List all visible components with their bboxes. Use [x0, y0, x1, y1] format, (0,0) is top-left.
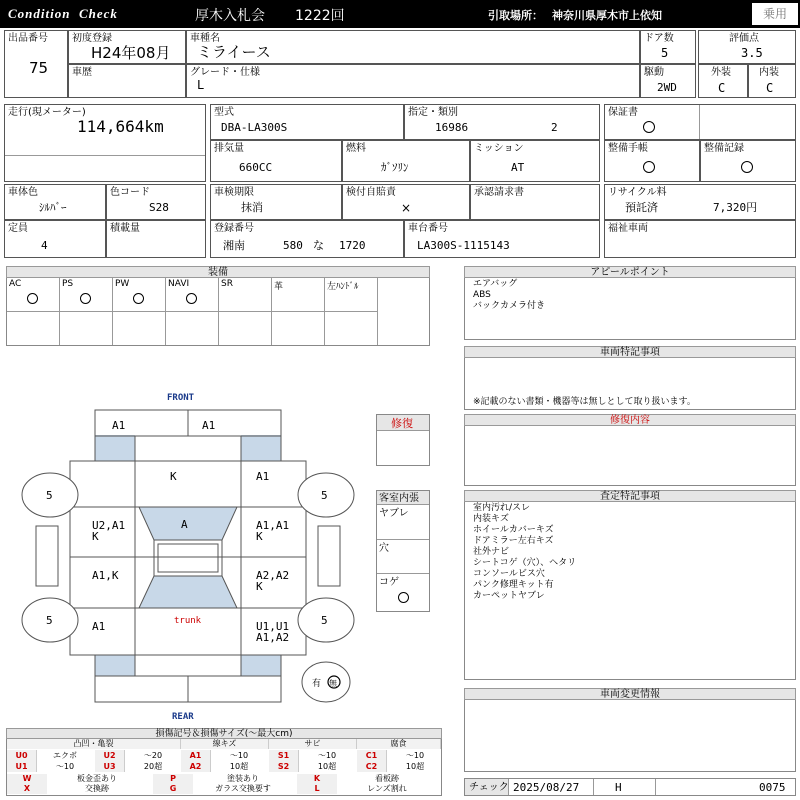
change-info-title — [464, 688, 796, 700]
reg-number-label: 登録番号 — [214, 223, 254, 234]
pickup-location: 神奈川県厚木市上依知 — [552, 9, 662, 22]
model-value: DBA-LA300S — [221, 121, 288, 134]
check-label: チェック — [469, 782, 509, 793]
legend-code: S2 — [269, 761, 299, 772]
appeal-line: バックカメラ付き — [473, 301, 546, 311]
interior-box — [748, 64, 796, 98]
legend-bottom-code: K — [297, 774, 337, 784]
equipment-item-mark — [27, 293, 38, 304]
legend-code: A1 — [181, 750, 211, 761]
car-name-box — [186, 30, 640, 64]
recycle-label: リサイクル料 — [608, 187, 667, 198]
check-grade: H — [615, 781, 622, 794]
color-label: 車体色 — [8, 187, 38, 198]
legend-code: U2 — [95, 750, 125, 761]
doors-box — [640, 30, 696, 64]
tax-label: 検付自賠責 — [346, 187, 396, 198]
fuel-value: ｶﾞｿﾘﾝ — [381, 161, 409, 174]
legend-bottom-code: W — [7, 774, 47, 784]
repair-content-panel — [464, 414, 796, 486]
mileage-box — [4, 104, 206, 182]
tax-value: × — [401, 201, 412, 215]
mark-front-left: A1 — [112, 419, 126, 432]
repair-title: 修復 — [391, 417, 413, 430]
mark-left-front-door: U2,A1 — [92, 519, 126, 532]
reg-class: 580 — [283, 239, 303, 252]
legend-code: A2 — [181, 761, 211, 772]
legend-bottom-desc: 板金歪あり — [77, 774, 117, 783]
recycle-amount: 7,320円 — [713, 201, 758, 214]
brand-title: Condition Check — [8, 6, 118, 21]
maint-record-mark — [741, 161, 753, 173]
inspection-value: 抹消 — [241, 201, 263, 214]
equipment-item-4 — [219, 278, 272, 312]
equipment-item-6 — [325, 278, 378, 312]
assessment-line: シートコゲ（穴）、ヘタリ — [473, 558, 577, 568]
maint-record-box — [700, 140, 796, 182]
check-row — [464, 778, 796, 796]
chassis-value: LA300S-1115143 — [417, 239, 510, 252]
equipment-item-label: SR — [221, 279, 233, 289]
assessment-line: コンソールビス穴 — [473, 569, 545, 579]
front-label: FRONT — [167, 393, 195, 403]
cabin-box — [376, 490, 430, 612]
mark-roof: A — [181, 518, 188, 531]
mark-right-fender: A1 — [256, 470, 270, 483]
mark-right-quarter-2: A1,A2 — [256, 631, 290, 644]
grade-value: L — [197, 78, 205, 92]
category-badge — [752, 3, 798, 25]
color-code-label: 色コード — [110, 187, 150, 198]
score-label: 評価点 — [729, 33, 759, 44]
recycle-status: 預託済 — [625, 201, 658, 214]
legend-code: C2 — [357, 761, 387, 772]
equipment-item-label: NAVI — [168, 279, 190, 289]
warranty-box — [604, 104, 796, 140]
transmission-box — [470, 140, 600, 182]
mark-left-quarter: A1 — [92, 620, 106, 633]
check-date: 2025/08/27 — [513, 781, 580, 794]
capacity-label: 定員 — [8, 223, 28, 234]
mark-left-front-door-k: K — [92, 530, 99, 543]
cabin-title: 客室内張 — [379, 493, 419, 504]
appeal-title-text: アピールポイント — [590, 267, 670, 278]
category-label: 乗用 — [762, 7, 787, 21]
displacement-box — [210, 140, 342, 182]
legend-desc: エクボ — [53, 751, 77, 760]
load-label: 積載量 — [110, 223, 140, 234]
color-box — [4, 184, 106, 220]
appeal-line: ABS — [473, 290, 491, 300]
reg-digits: 1720 — [339, 239, 366, 252]
legend-desc: 〜20 — [143, 751, 163, 760]
exterior-box — [698, 64, 748, 98]
equipment-item-5 — [272, 278, 325, 312]
legend-bottom-desc: 看板跡 — [375, 774, 399, 783]
mark-right-front-door-k: K — [256, 530, 263, 543]
approval-label: 承認請求書 — [474, 187, 524, 198]
assessment-list — [473, 503, 576, 602]
appeal-list — [473, 279, 545, 312]
legend-code: U3 — [95, 761, 125, 772]
tax-box — [342, 184, 470, 220]
special-panel — [464, 346, 796, 410]
special-title — [464, 346, 796, 358]
welfare-box — [604, 220, 796, 258]
equipment-empty-cell — [325, 312, 378, 345]
legend-group-header: 線キズ — [181, 739, 269, 749]
legend-group-header: 腐食 — [357, 739, 441, 749]
mark-hood: K — [170, 470, 177, 483]
equipment-item-label: PS — [62, 279, 74, 289]
mark-right-rear-door-k: K — [256, 580, 263, 593]
shaded-areas — [95, 435, 281, 676]
reg-kana: な — [313, 239, 324, 252]
equipment-empty-cell — [7, 312, 60, 345]
reg-number-box — [210, 220, 404, 258]
assessment-line: 社外ナビ — [473, 547, 510, 557]
equipment-item-mark — [80, 293, 91, 304]
inspection-box — [210, 184, 342, 220]
manual-label: 整備手帳 — [608, 143, 648, 154]
assessment-line: 内装キズ — [473, 514, 509, 524]
equipment-item-label: AC — [9, 279, 22, 289]
transmission-label: ミッション — [474, 143, 524, 154]
legend-desc: 〜10 — [317, 751, 337, 760]
legend-panel — [6, 728, 442, 796]
color-value: ｼﾙﾊﾞｰ — [39, 201, 67, 214]
color-code-box — [106, 184, 206, 220]
legend-bottom-code: G — [153, 784, 193, 794]
history-box — [68, 64, 186, 98]
first-reg-value: H24年08月 — [91, 44, 171, 62]
designation-value2: 2 — [551, 121, 558, 134]
legend-desc: 10超 — [229, 762, 249, 771]
displacement-value: 660CC — [239, 161, 273, 174]
appeal-panel — [464, 266, 796, 340]
legend-desc: 20超 — [143, 762, 163, 771]
equipment-item-mark — [133, 293, 144, 304]
designation-value1: 16986 — [435, 121, 469, 134]
exterior-value: C — [718, 81, 726, 95]
equipment-item-mark — [186, 293, 197, 304]
first-reg-label: 初度登録 — [72, 33, 112, 44]
assessment-line: ホイールカバーキズ — [473, 525, 554, 535]
cabin-hole: 穴 — [379, 543, 389, 554]
legend-bottom-desc: レンズ割れ — [367, 784, 407, 793]
chassis-box — [404, 220, 600, 258]
approval-box — [470, 184, 600, 220]
legend-bottom-code: P — [153, 774, 193, 784]
drive-label: 駆動 — [644, 67, 664, 78]
legend-code: U0 — [7, 750, 37, 761]
manual-box — [604, 140, 700, 182]
legend-desc: 10超 — [317, 762, 337, 771]
model-label: 型式 — [214, 107, 234, 118]
legend-code: S1 — [269, 750, 299, 761]
mark-right-quarter: U1,U1 — [256, 620, 290, 633]
mileage-value: 114,664km — [77, 117, 164, 136]
mark-right-rear-door: A2,A2 — [256, 569, 290, 582]
legend-desc: 10超 — [405, 762, 425, 771]
model-box — [210, 104, 404, 140]
reg-area: 湘南 — [223, 239, 245, 252]
lot-label: 出品番号 — [8, 33, 48, 44]
equipment-empty-cell — [60, 312, 113, 345]
equipment-empty-cell — [219, 312, 272, 345]
spare-label: 有 — [312, 679, 322, 689]
legend-code: U1 — [7, 761, 37, 772]
equipment-empty-cell — [113, 312, 166, 345]
recycle-box — [604, 184, 796, 220]
equipment-item-3 — [166, 278, 219, 312]
legend-bottom-code: L — [297, 784, 337, 794]
equipment-item-label: 革 — [274, 282, 284, 292]
grade-label: グレード・仕様 — [190, 67, 260, 78]
welfare-label: 福祉車両 — [608, 223, 648, 234]
tire-front-left: 5 — [46, 489, 53, 502]
maint-record-label: 整備記録 — [704, 143, 744, 154]
displacement-label: 排気量 — [214, 143, 244, 154]
exterior-label: 外装 — [711, 67, 731, 78]
pickup-label: 引取場所： — [488, 9, 543, 22]
legend-bottom-desc: 塗装あり — [227, 774, 259, 783]
equipment-panel — [6, 266, 430, 346]
change-info-title-text: 車両変更情報 — [600, 689, 660, 700]
lot-box — [4, 30, 68, 98]
tire-rear-left: 5 — [46, 614, 53, 627]
mark-right-front-door: A1,A1 — [256, 519, 290, 532]
assessment-line: 室内汚れ/スレ — [473, 503, 531, 513]
drive-value: 2WD — [657, 81, 677, 94]
legend-bottom-code: X — [7, 784, 47, 794]
appeal-title — [464, 266, 796, 278]
equipment-item-2 — [113, 278, 166, 312]
cabin-tear: ヤブレ — [379, 508, 409, 519]
legend-code: C1 — [357, 750, 387, 761]
interior-label: 内装 — [759, 67, 779, 78]
equipment-empty-cell — [166, 312, 219, 345]
legend-desc: 〜10 — [405, 751, 425, 760]
designation-box — [404, 104, 600, 140]
equipment-item-label: PW — [115, 279, 130, 289]
mileage-label: 走行(現メーター) — [8, 107, 86, 118]
assessment-title-text: 査定特記事項 — [600, 491, 660, 502]
doors-value: 5 — [661, 46, 669, 60]
assessment-line: カーペットヤブレ — [473, 591, 545, 601]
lot-value: 75 — [29, 59, 49, 77]
cabin-burn-mark — [398, 592, 409, 603]
legend-bottom-desc: 交換跡 — [85, 784, 109, 793]
header-bar — [0, 0, 800, 28]
assessment-line: パンク修理キット有 — [473, 580, 554, 590]
chassis-label: 車台番号 — [408, 223, 448, 234]
legend-title — [6, 728, 442, 739]
load-box — [106, 220, 206, 258]
car-name-label: 車種名 — [190, 33, 220, 44]
spare-none-label: 無 — [329, 679, 337, 688]
equipment-item-0 — [7, 278, 60, 312]
change-info-panel — [464, 688, 796, 772]
tire-front-right: 5 — [321, 489, 328, 502]
auction-session: 1222回 — [295, 8, 345, 24]
assessment-line: ドアミラー左右キズ — [473, 536, 554, 546]
equipment-item-1 — [60, 278, 113, 312]
cabin-burn: コゲ — [379, 577, 399, 588]
trunk-label: trunk — [174, 616, 202, 626]
capacity-value: 4 — [41, 239, 48, 252]
fuel-label: 燃料 — [346, 143, 366, 154]
equipment-item-label: 左ﾊﾝﾄﾞﾙ — [327, 282, 359, 292]
grade-box — [186, 64, 640, 98]
legend-bottom-desc: ガラス交換要す — [215, 784, 271, 793]
equipment-empty-cell — [272, 312, 325, 345]
mark-left-rear-door: A1,K — [92, 569, 119, 582]
score-box — [698, 30, 796, 64]
warranty-mark — [643, 121, 655, 133]
tire-rear-right: 5 — [321, 614, 328, 627]
fuel-box — [342, 140, 470, 182]
legend-group-header: 凸凹・亀裂 — [7, 739, 181, 749]
warranty-label: 保証書 — [608, 107, 638, 118]
special-title-text: 車両特記事項 — [600, 347, 660, 358]
transmission-value: AT — [511, 161, 525, 174]
first-reg-box — [68, 30, 186, 64]
score-value: 3.5 — [741, 46, 763, 60]
rear-label: REAR — [172, 712, 194, 722]
manual-mark — [643, 161, 655, 173]
assessment-panel — [464, 490, 796, 680]
inspection-label: 車検期限 — [214, 187, 254, 198]
designation-label: 指定・類別 — [408, 107, 458, 118]
repair-content-title — [464, 414, 796, 426]
interior-value: C — [766, 81, 774, 95]
legend-desc: 〜10 — [55, 762, 75, 771]
legend-group-header: サビ — [269, 739, 357, 749]
doors-label: ドア数 — [644, 33, 674, 44]
legend-desc: 〜10 — [229, 751, 249, 760]
color-code-value: S28 — [149, 201, 169, 214]
equipment-title — [6, 266, 430, 278]
equipment-title-text: 装備 — [208, 267, 228, 278]
legend-title-text: 損傷記号＆損傷サイズ(〜最大cm) — [155, 729, 293, 739]
mark-front-right: A1 — [202, 419, 216, 432]
check-number: 0075 — [759, 781, 786, 794]
history-label: 車歴 — [72, 67, 92, 78]
repair-content-title-text: 修復内容 — [610, 415, 650, 426]
auction-name: 厚木入札会 — [195, 8, 265, 24]
appeal-line: エアバッグ — [473, 279, 518, 289]
car-name-value: ミライース — [197, 43, 271, 61]
capacity-box — [4, 220, 106, 258]
assessment-title — [464, 490, 796, 502]
repair-box — [376, 414, 430, 466]
drive-box — [640, 64, 696, 98]
special-note: ※記載のない書類・機器等は無しとして取り扱います。 — [473, 397, 696, 407]
